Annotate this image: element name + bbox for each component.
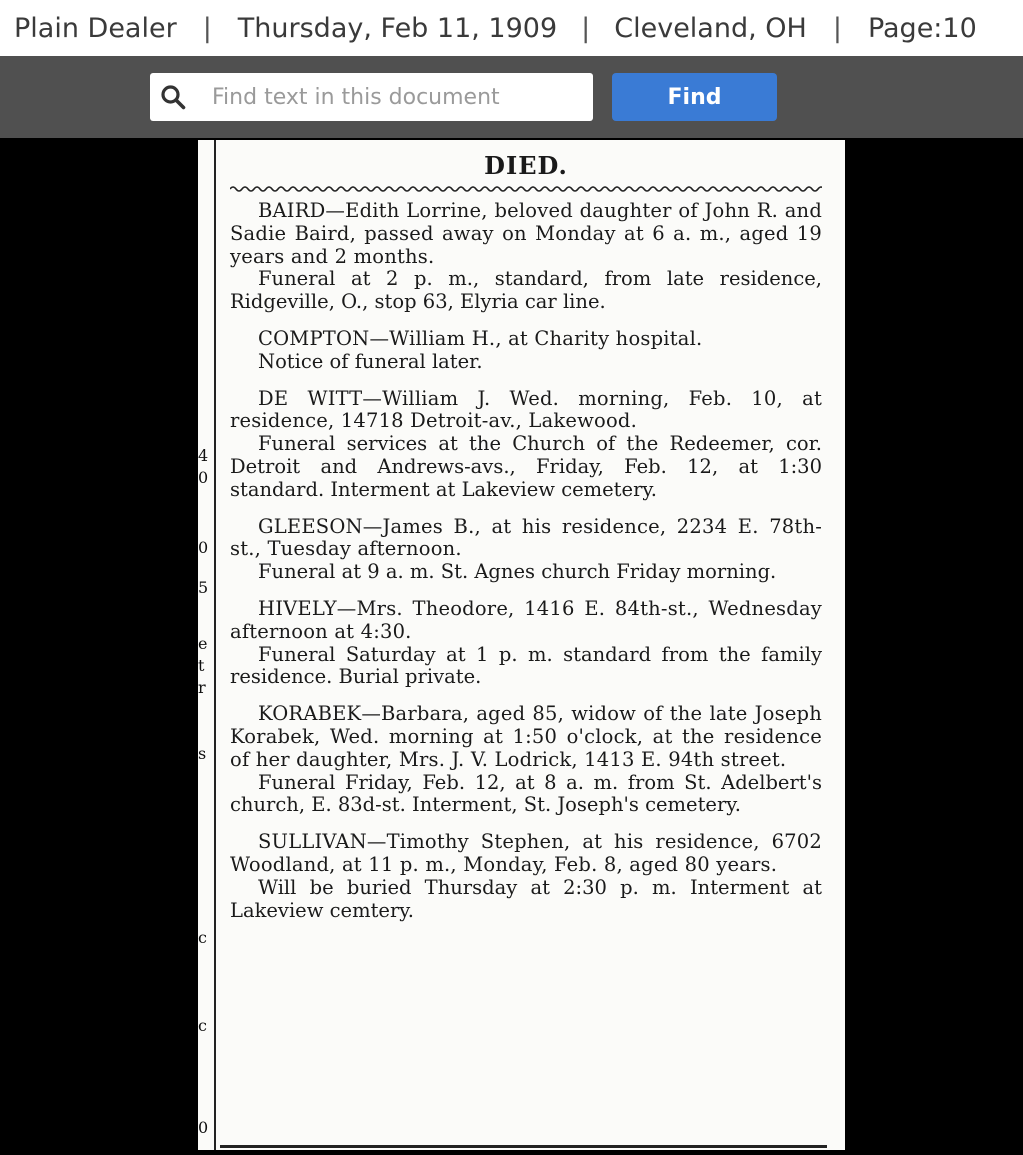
margin-fragment: 0 xyxy=(198,468,209,487)
margin-fragment: 0 xyxy=(198,1118,209,1137)
obituary-notice: KORABEK—Barbara, aged 85, widow of the late Joseph Korabek, Wed. morning at 1:50 o'clock, at the residence of her daughter, Mrs. J. V. Lodrick, 1413 E. 94th street. xyxy=(230,702,822,771)
obituary-entry xyxy=(230,328,822,374)
publication-location: Cleveland, OH xyxy=(614,12,807,44)
decorative-rule xyxy=(230,184,822,194)
search-input[interactable] xyxy=(212,77,582,117)
find-button[interactable]: Find xyxy=(612,73,777,121)
funeral-details: Funeral services at the Church of the Redeemer, cor. Detroit and Andrews-avs., Friday, Feb. 12, at 1:30 standard. Interment at Lakeview cemetery. xyxy=(230,432,822,501)
funeral-details: Funeral Saturday at 1 p. m. standard from the family residence. Burial private. xyxy=(230,642,822,689)
obituary-list xyxy=(230,200,822,922)
obituary-notice: GLEESON—James B., at his residence, 2234 E. 78th-st., Tuesday afternoon. xyxy=(230,514,822,561)
document-info-bar xyxy=(0,0,1023,56)
funeral-details: Notice of funeral later. xyxy=(258,349,483,373)
obituary-notice: COMPTON—William H., at Charity hospital. xyxy=(258,326,703,350)
search-toolbar xyxy=(0,56,1023,138)
funeral-details: Funeral Friday, Feb. 12, at 8 a. m. from St. Adelbert's church, E. 83d-st. Interment, St. Joseph's cemetery. xyxy=(230,770,822,817)
column-bottom-rule xyxy=(220,1145,827,1148)
obituary-entry xyxy=(230,598,822,689)
funeral-details: Funeral at 2 p. m., standard, from late residence, Ridgeville, O., stop 63, Elyria car line. xyxy=(230,267,822,314)
obituary-entry xyxy=(230,831,822,922)
obituary-column xyxy=(230,152,822,936)
obituary-notice: SULLIVAN—Timothy Stephen, at his residence, 6702 Woodland, at 11 p. m., Monday, Feb. 8, aged 80 years. xyxy=(230,830,822,876)
publication-date: Thursday, Feb 11, 1909 xyxy=(237,12,558,44)
margin-fragment: e xyxy=(198,634,208,653)
margin-fragment: c xyxy=(198,928,207,947)
margin-fragment: c xyxy=(198,1016,207,1035)
obituary-entry xyxy=(230,516,822,584)
page-number: Page:10 xyxy=(867,12,977,44)
funeral-details: Funeral at 9 a. m. St. Agnes church Friday morning. xyxy=(258,560,777,584)
obituary-entry xyxy=(230,200,822,314)
section-heading: DIED. xyxy=(484,151,568,180)
separator: | xyxy=(202,12,212,44)
separator: | xyxy=(581,12,591,44)
margin-fragment: r xyxy=(198,678,206,697)
obituary-notice: BAIRD—Edith Lorrine, beloved daughter of John R. and Sadie Baird, passed away on Monday at 6 a. m., aged 19 years and 2 months. xyxy=(230,199,822,268)
separator: | xyxy=(832,12,842,44)
funeral-details: Will be buried Thursday at 2:30 p. m. Interment at Lakeview cemtery. xyxy=(230,875,822,922)
document-viewer[interactable] xyxy=(0,138,1023,1155)
search-icon xyxy=(160,84,186,110)
obituary-entry xyxy=(230,703,822,817)
margin-fragment: 4 xyxy=(198,446,209,465)
publication-name: Plain Dealer xyxy=(14,12,177,44)
obituary-notice: DE WITT—William J. Wed. morning, Feb. 10, at residence, 14718 Detroit-av., Lakewood. xyxy=(230,386,822,433)
search-box[interactable] xyxy=(150,73,593,121)
obituary-entry xyxy=(230,388,822,502)
margin-fragment: 5 xyxy=(198,578,209,597)
margin-fragment: s xyxy=(198,744,207,763)
margin-fragment: t xyxy=(198,656,205,675)
margin-fragment: 0 xyxy=(198,538,209,557)
obituary-notice: HIVELY—Mrs. Theodore, 1416 E. 84th-st., Wednesday afternoon at 4:30. xyxy=(230,596,822,643)
newspaper-scan xyxy=(198,140,845,1150)
